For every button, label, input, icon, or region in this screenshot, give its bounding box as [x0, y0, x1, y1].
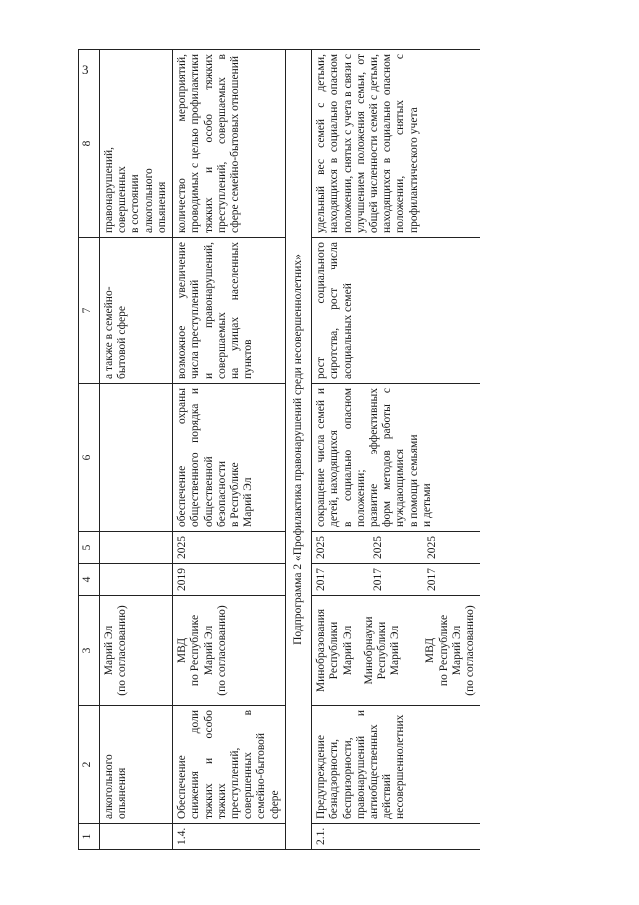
- subprogram-row: [285, 50, 311, 850]
- end-year: 2025: [372, 536, 385, 559]
- row-number: 1.4.: [173, 824, 286, 850]
- risks: а также в семейно- бытовой сфере: [100, 238, 173, 384]
- executor: Минобрнауки Республики Марий Эл: [362, 616, 402, 685]
- risks: возможное увеличение числа преступлений и правонарушений, совершаемых на улицах населенных пунктов: [173, 238, 286, 384]
- start-year-cell: [312, 564, 481, 596]
- executor: Минобразования Республики Марий Эл: [315, 608, 354, 693]
- end-year: 2025: [173, 532, 286, 564]
- table-row: [312, 50, 481, 850]
- end-year: [100, 532, 173, 564]
- start-year: 2017: [315, 568, 328, 591]
- header-col-5: 5: [79, 532, 100, 564]
- executor: МВД по Республике Марий Эл (по согласованию): [173, 596, 286, 706]
- indicator: удельный вес семей с детьми, находящихся в социально опасном положении, снятых с учета в связи с улучшением положения семьи, от общей численности семей с детьми, находящихся в социально опасном положении, снятых с профилактического учета: [312, 50, 481, 238]
- indicator: количество мероприятий, проводимых с целью профилактики тяжких и особо тяжких преступлений, совершаемых в сфере семейно-бытовых отношений: [173, 50, 286, 238]
- end-year-cell: [312, 532, 481, 564]
- rotated-table-sheet: [78, 50, 623, 850]
- measure-name: алкогольного опьянения: [100, 706, 173, 824]
- measures-table: [78, 49, 480, 850]
- header-col-3: 3: [79, 596, 100, 706]
- executor: Марий Эл (по согласованию): [100, 596, 173, 706]
- executor-cell: [312, 596, 481, 706]
- header-col-7: 7: [79, 238, 100, 384]
- start-year: 2017: [425, 568, 438, 591]
- header-col-6: 6: [79, 384, 100, 532]
- expected-result: сокращение числа семей и детей, находящихся в социально опасном положении; развитие эффективных форм методов работы с нуждающимися в помощи семьями и детьми: [312, 384, 481, 532]
- end-year: 2025: [425, 536, 438, 559]
- subprogram-title: Подпрограмма 2 «Профилактика правонарушений среди несовершеннолетних»: [285, 50, 311, 850]
- row-number: 2.1.: [312, 824, 481, 850]
- row-number: [100, 824, 173, 850]
- table-row: [100, 50, 173, 850]
- header-col-2: 2: [79, 706, 100, 824]
- table-row: [173, 50, 286, 850]
- end-year: 2025: [315, 536, 328, 559]
- start-year: 2019: [173, 564, 286, 596]
- expected-result: [100, 384, 173, 532]
- indicator: правонарушений, совершенных в состоянии алкогольного опьянения: [100, 50, 173, 238]
- header-col-8: 8: [79, 50, 100, 238]
- page-number: 3: [82, 62, 89, 77]
- measure-name: Обеспечение снижения доли тяжких и особо тяжких преступлений, совершенных в семейно-бытовой сфере: [173, 706, 286, 824]
- start-year: 2017: [372, 568, 385, 591]
- measure-name: Предупреждение безнадзорности, беспризорности, правонарушений и антиобщественных действий несовершеннолетних: [312, 706, 481, 824]
- start-year: [100, 564, 173, 596]
- executor: МВД по Республике Марий Эл (по согласованию): [424, 605, 477, 696]
- header-row: [79, 50, 100, 850]
- risks: рост социального сиротства, рост числа асоциальных семей: [312, 238, 481, 384]
- header-col-1: 1: [79, 824, 100, 850]
- header-col-4: 4: [79, 564, 100, 596]
- expected-result: обеспечение охраны общественного порядка и общественной безопасности в Республике Марий Эл: [173, 384, 286, 532]
